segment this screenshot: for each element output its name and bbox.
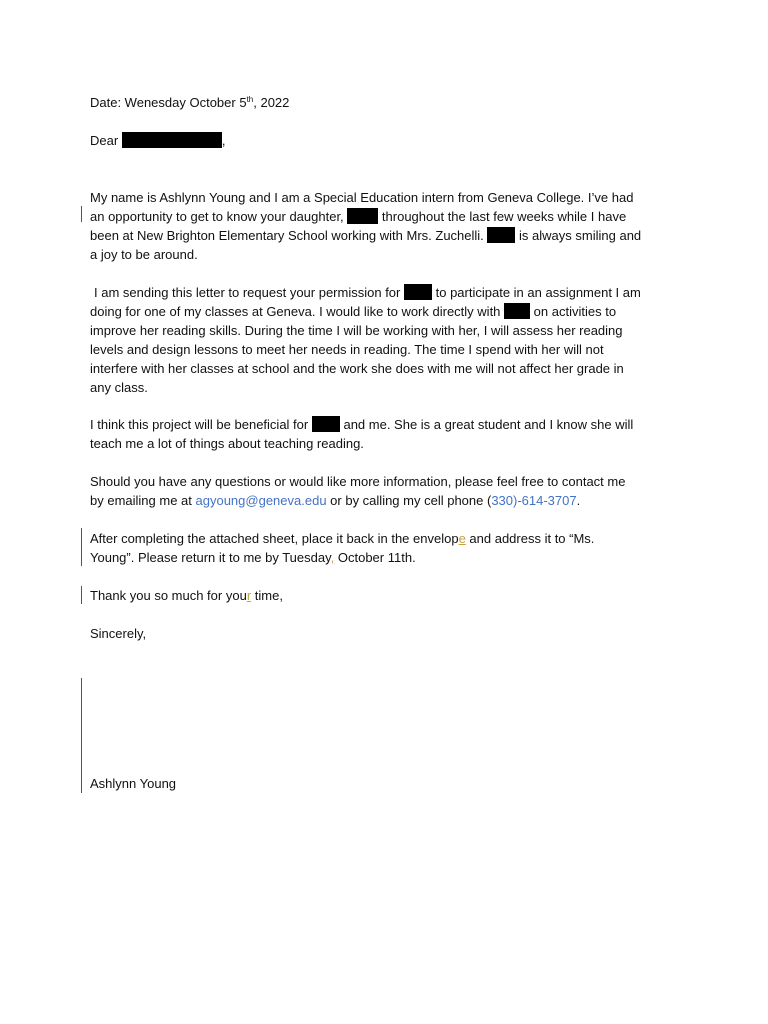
text-span: an opportunity to get to know your daughter, <box>90 209 344 224</box>
paragraph-4-line <box>90 491 580 510</box>
text-span: time, <box>251 588 283 603</box>
paragraph-1-line <box>90 226 641 245</box>
date-sup: th <box>246 95 254 104</box>
text-span: October 11th. <box>334 550 416 565</box>
signature-name: Ashlynn Young <box>90 776 177 791</box>
thanks-line <box>90 586 283 605</box>
redaction-box <box>504 303 530 319</box>
revision-bar <box>81 206 82 222</box>
redaction-box <box>122 132 222 148</box>
date-suffix: , 2022 <box>253 95 290 110</box>
signature <box>90 774 176 793</box>
text-span: interfere with her classes at school and the work she does with me will not affect her grade in <box>90 361 624 376</box>
text-span: teach me a lot of things about teaching reading. <box>90 436 364 451</box>
revision-bar <box>81 678 82 793</box>
text-span: been at New Brighton Elementary School working with Mrs. Zuchelli. <box>90 228 484 243</box>
text-span: and address it to “Ms. <box>465 531 595 546</box>
revision-mark: e <box>458 531 466 546</box>
text-span: by emailing me at <box>90 493 192 508</box>
text-span: I am sending this letter to request your permission for <box>94 285 401 300</box>
text-span: on activities to <box>533 304 617 319</box>
paragraph-2-line <box>90 302 616 321</box>
closing-text: Sincerely, <box>90 626 147 641</box>
redaction-box <box>347 208 378 224</box>
paragraph-5-line <box>90 529 594 548</box>
phone-link[interactable]: 330)-614-3707 <box>491 493 577 508</box>
paragraph-2-line <box>90 340 604 359</box>
salutation-comma: , <box>221 133 226 148</box>
text-span: I think this project will be beneficial for <box>90 417 309 432</box>
revision-bar <box>81 528 82 566</box>
text-span: Young”. Please return it to me by Tuesday <box>90 550 331 565</box>
text-span: Should you have any questions or would like more information, please feel free to contact me <box>90 474 626 489</box>
paragraph-2-line <box>90 321 623 340</box>
redaction-box <box>487 227 515 243</box>
paragraph-5-line <box>90 548 416 567</box>
paragraph-3-line <box>90 434 364 453</box>
text-span: levels and design lessons to meet her needs in reading. The time I spend with her will not <box>90 342 604 357</box>
text-span: doing for one of my classes at Geneva. I would like to work directly with <box>90 304 501 319</box>
salutation-text: Dear <box>90 133 119 148</box>
text-span: or by calling my cell phone ( <box>330 493 492 508</box>
paragraph-2-line <box>94 283 641 302</box>
paragraph-1-line <box>90 207 626 226</box>
paragraph-4-line <box>90 472 625 491</box>
redaction-box <box>312 416 340 432</box>
text-span: . <box>576 493 581 508</box>
closing <box>90 624 146 643</box>
salutation <box>90 131 225 150</box>
text-span: a joy to be around. <box>90 247 198 262</box>
redaction-box <box>404 284 432 300</box>
text-span: After completing the attached sheet, place it back in the envelop <box>90 531 459 546</box>
paragraph-2-line <box>90 359 624 378</box>
paragraph-1-line <box>90 245 198 264</box>
date-line <box>90 93 289 112</box>
text-span: and me. She is a great student and I know she will <box>343 417 634 432</box>
revision-mark: , <box>330 550 335 565</box>
paragraph-1-line <box>90 188 633 207</box>
date-prefix: Date: Wenesday October 5 <box>90 95 247 110</box>
text-span: to participate in an assignment I am <box>435 285 641 300</box>
text-span: is always smiling and <box>519 228 642 243</box>
text-span: My name is Ashlynn Young and I am a Special Education intern from Geneva College. I’ve had <box>90 190 634 205</box>
email-link[interactable]: agyoung@geneva.edu <box>195 493 327 508</box>
paragraph-2-line <box>90 378 148 397</box>
text-span: any class. <box>90 380 148 395</box>
text-span: Thank you so much for you <box>90 588 247 603</box>
text-span: improve her reading skills. During the time I will be working with her, I will assess her reading <box>90 323 623 338</box>
paragraph-3-line <box>90 415 633 434</box>
revision-mark: r <box>246 588 252 603</box>
revision-bar <box>81 586 82 604</box>
text-span: throughout the last few weeks while I have <box>381 209 627 224</box>
